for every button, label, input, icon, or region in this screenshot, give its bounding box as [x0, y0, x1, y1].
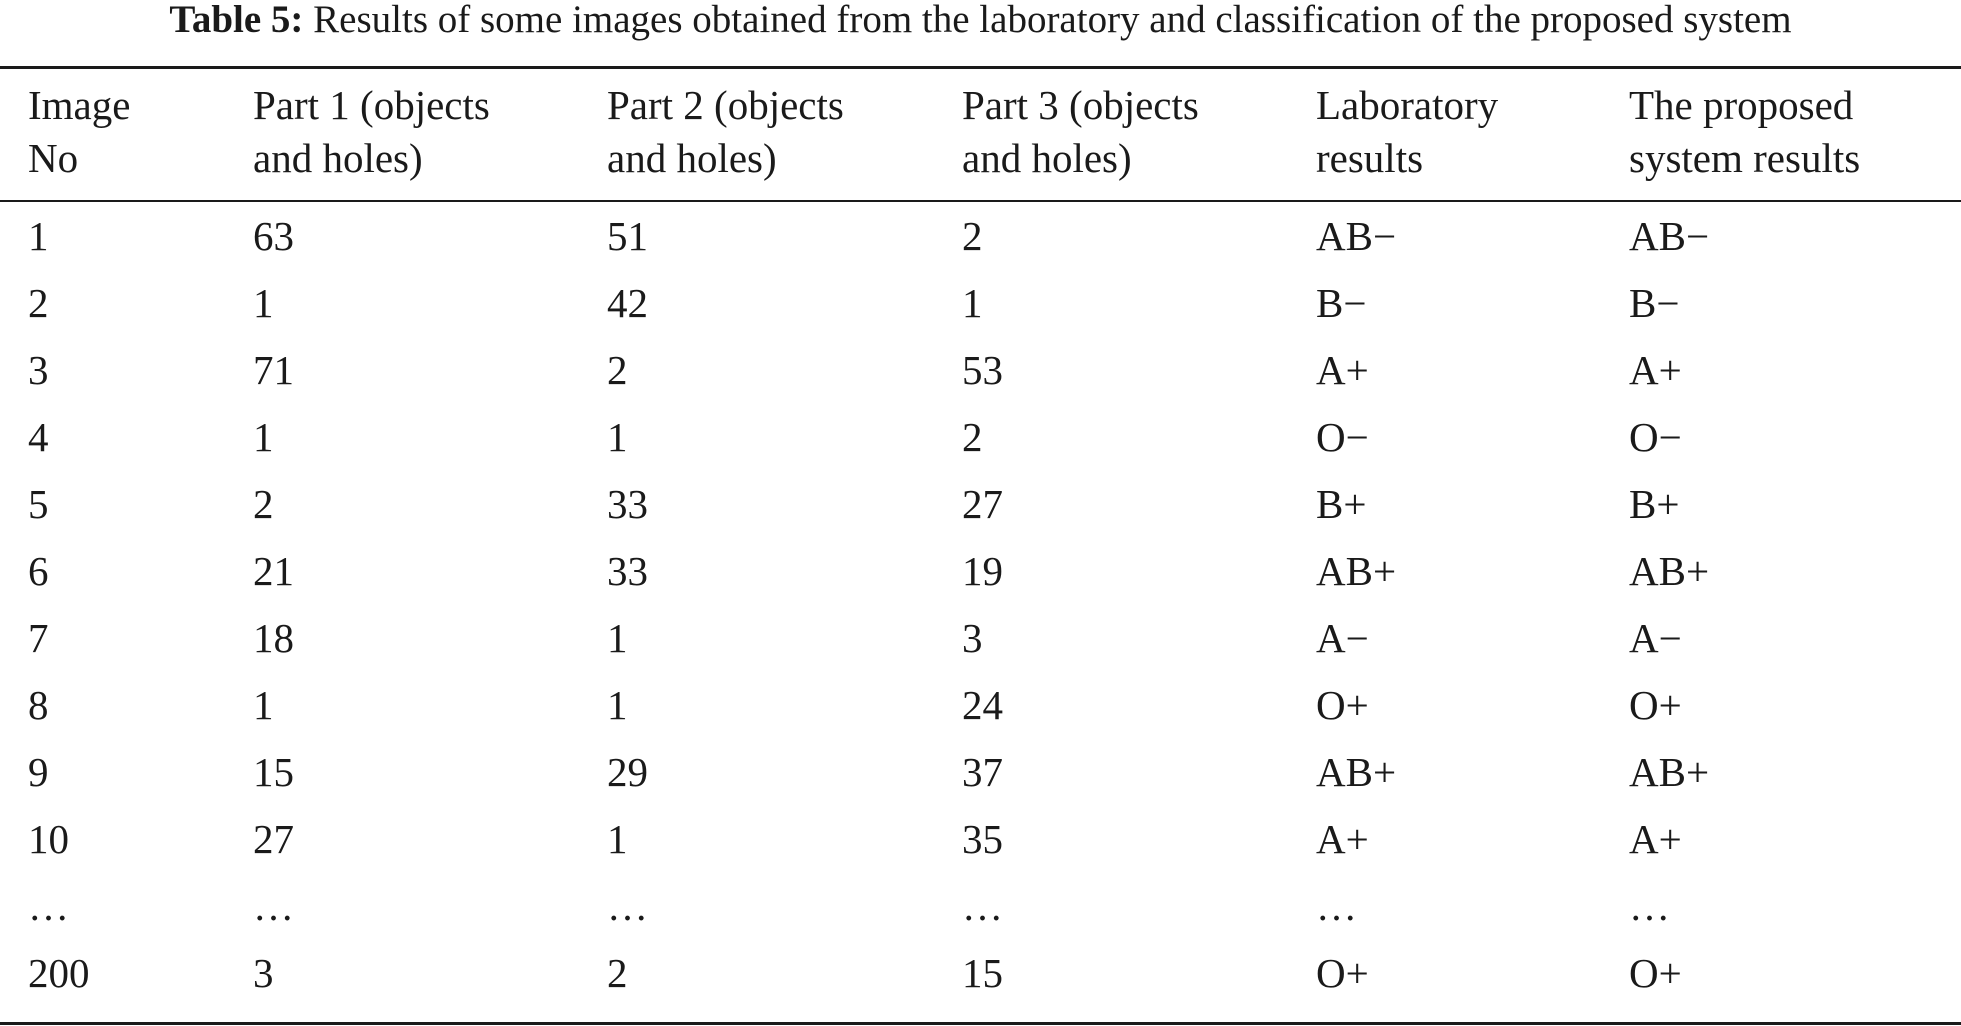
cell-laboratory-result: A−	[1316, 614, 1369, 661]
table-body	[0, 190, 1961, 1006]
cell-laboratory-result: B−	[1316, 279, 1367, 326]
cell-part-2: 29	[607, 748, 648, 795]
cell-part-2: 1	[607, 413, 628, 460]
cell-laboratory-result: AB+	[1316, 748, 1397, 795]
cell-part-1: 27	[253, 815, 294, 862]
cell-proposed-result: A+	[1629, 815, 1682, 862]
cell-part-1: 21	[253, 547, 294, 594]
table-row	[0, 190, 1961, 269]
table-row	[0, 872, 1961, 939]
cell-part-3: 37	[962, 748, 1003, 795]
table-caption-label: Table 5:	[169, 0, 304, 41]
cell-part-1: 1	[253, 413, 274, 460]
cell-proposed-result: AB+	[1629, 748, 1710, 795]
cell-part-2: 1	[607, 614, 628, 661]
cell-image-no: 9	[28, 748, 49, 795]
cell-part-2: 1	[607, 815, 628, 862]
cell-image-no: 200	[28, 949, 90, 996]
table-row	[0, 939, 1961, 1006]
cell-proposed-result: A−	[1629, 614, 1682, 661]
cell-part-1: 3	[253, 949, 274, 996]
cell-laboratory-result: O+	[1316, 949, 1369, 996]
cell-part-2: 2	[607, 949, 628, 996]
cell-proposed-result: O+	[1629, 949, 1682, 996]
cell-part-3: 15	[962, 949, 1003, 996]
cell-laboratory-result: O+	[1316, 681, 1369, 728]
cell-part-3: 3	[962, 614, 983, 661]
table-row	[0, 269, 1961, 336]
cell-image-no: 10	[28, 815, 69, 862]
table-header	[0, 69, 1961, 190]
cell-proposed-result: A+	[1629, 346, 1682, 393]
cell-image-no: 1	[28, 212, 49, 259]
table-row	[0, 671, 1961, 738]
cell-part-2: 33	[607, 547, 648, 594]
cell-part-3: 27	[962, 480, 1003, 527]
cell-part-2: 1	[607, 681, 628, 728]
cell-laboratory-result: B+	[1316, 480, 1367, 527]
table-caption	[0, 0, 1961, 56]
cell-part-2: 2	[607, 346, 628, 393]
cell-part-1: 15	[253, 748, 294, 795]
results-table	[0, 69, 1961, 1006]
cell-part-3: 53	[962, 346, 1003, 393]
cell-part-1: …	[253, 882, 294, 929]
table-row	[0, 537, 1961, 604]
header-part-2: Part 2 (objects and holes)	[607, 82, 844, 181]
cell-part-3: …	[962, 882, 1003, 929]
cell-laboratory-result: O−	[1316, 413, 1369, 460]
cell-image-no: 5	[28, 480, 49, 527]
table-row	[0, 738, 1961, 805]
cell-part-2: 33	[607, 480, 648, 527]
cell-part-1: 2	[253, 480, 274, 527]
cell-part-1: 18	[253, 614, 294, 661]
table-caption-text: Results of some images obtained from the laboratory and classification of the proposed system	[313, 0, 1792, 41]
header-laboratory-results: Laboratory results	[1316, 82, 1499, 181]
cell-laboratory-result: A+	[1316, 346, 1369, 393]
cell-laboratory-result: AB−	[1316, 212, 1397, 259]
table-row	[0, 805, 1961, 872]
cell-image-no: 8	[28, 681, 49, 728]
cell-proposed-result: O−	[1629, 413, 1682, 460]
cell-proposed-result: AB+	[1629, 547, 1710, 594]
cell-proposed-result: B−	[1629, 279, 1680, 326]
cell-part-3: 2	[962, 413, 983, 460]
header-image-no: Image No	[28, 82, 131, 181]
cell-proposed-result: AB−	[1629, 212, 1710, 259]
cell-image-no: 2	[28, 279, 49, 326]
cell-part-2: …	[607, 882, 648, 929]
cell-image-no: 3	[28, 346, 49, 393]
cell-part-2: 42	[607, 279, 648, 326]
table-row	[0, 403, 1961, 470]
header-part-1: Part 1 (objects and holes)	[253, 82, 490, 181]
cell-image-no: 6	[28, 547, 49, 594]
cell-laboratory-result: AB+	[1316, 547, 1397, 594]
cell-part-3: 1	[962, 279, 983, 326]
header-proposed-system-results: The proposed system results	[1629, 82, 1861, 181]
cell-part-1: 63	[253, 212, 294, 259]
cell-proposed-result: B+	[1629, 480, 1680, 527]
header-part-3: Part 3 (objects and holes)	[962, 82, 1199, 181]
cell-part-1: 1	[253, 681, 274, 728]
cell-part-2: 51	[607, 212, 648, 259]
table-row	[0, 336, 1961, 403]
cell-part-3: 19	[962, 547, 1003, 594]
table-row	[0, 604, 1961, 671]
cell-image-no: …	[28, 882, 69, 929]
cell-proposed-result: O+	[1629, 681, 1682, 728]
cell-part-3: 24	[962, 681, 1003, 728]
cell-part-1: 1	[253, 279, 274, 326]
cell-image-no: 4	[28, 413, 49, 460]
table-bottom-rule	[0, 1022, 1961, 1025]
cell-laboratory-result: …	[1316, 882, 1357, 929]
cell-laboratory-result: A+	[1316, 815, 1369, 862]
cell-part-3: 2	[962, 212, 983, 259]
header-row	[0, 69, 1961, 190]
cell-part-3: 35	[962, 815, 1003, 862]
table-row	[0, 470, 1961, 537]
cell-proposed-result: …	[1629, 882, 1670, 929]
cell-image-no: 7	[28, 614, 49, 661]
cell-part-1: 71	[253, 346, 294, 393]
